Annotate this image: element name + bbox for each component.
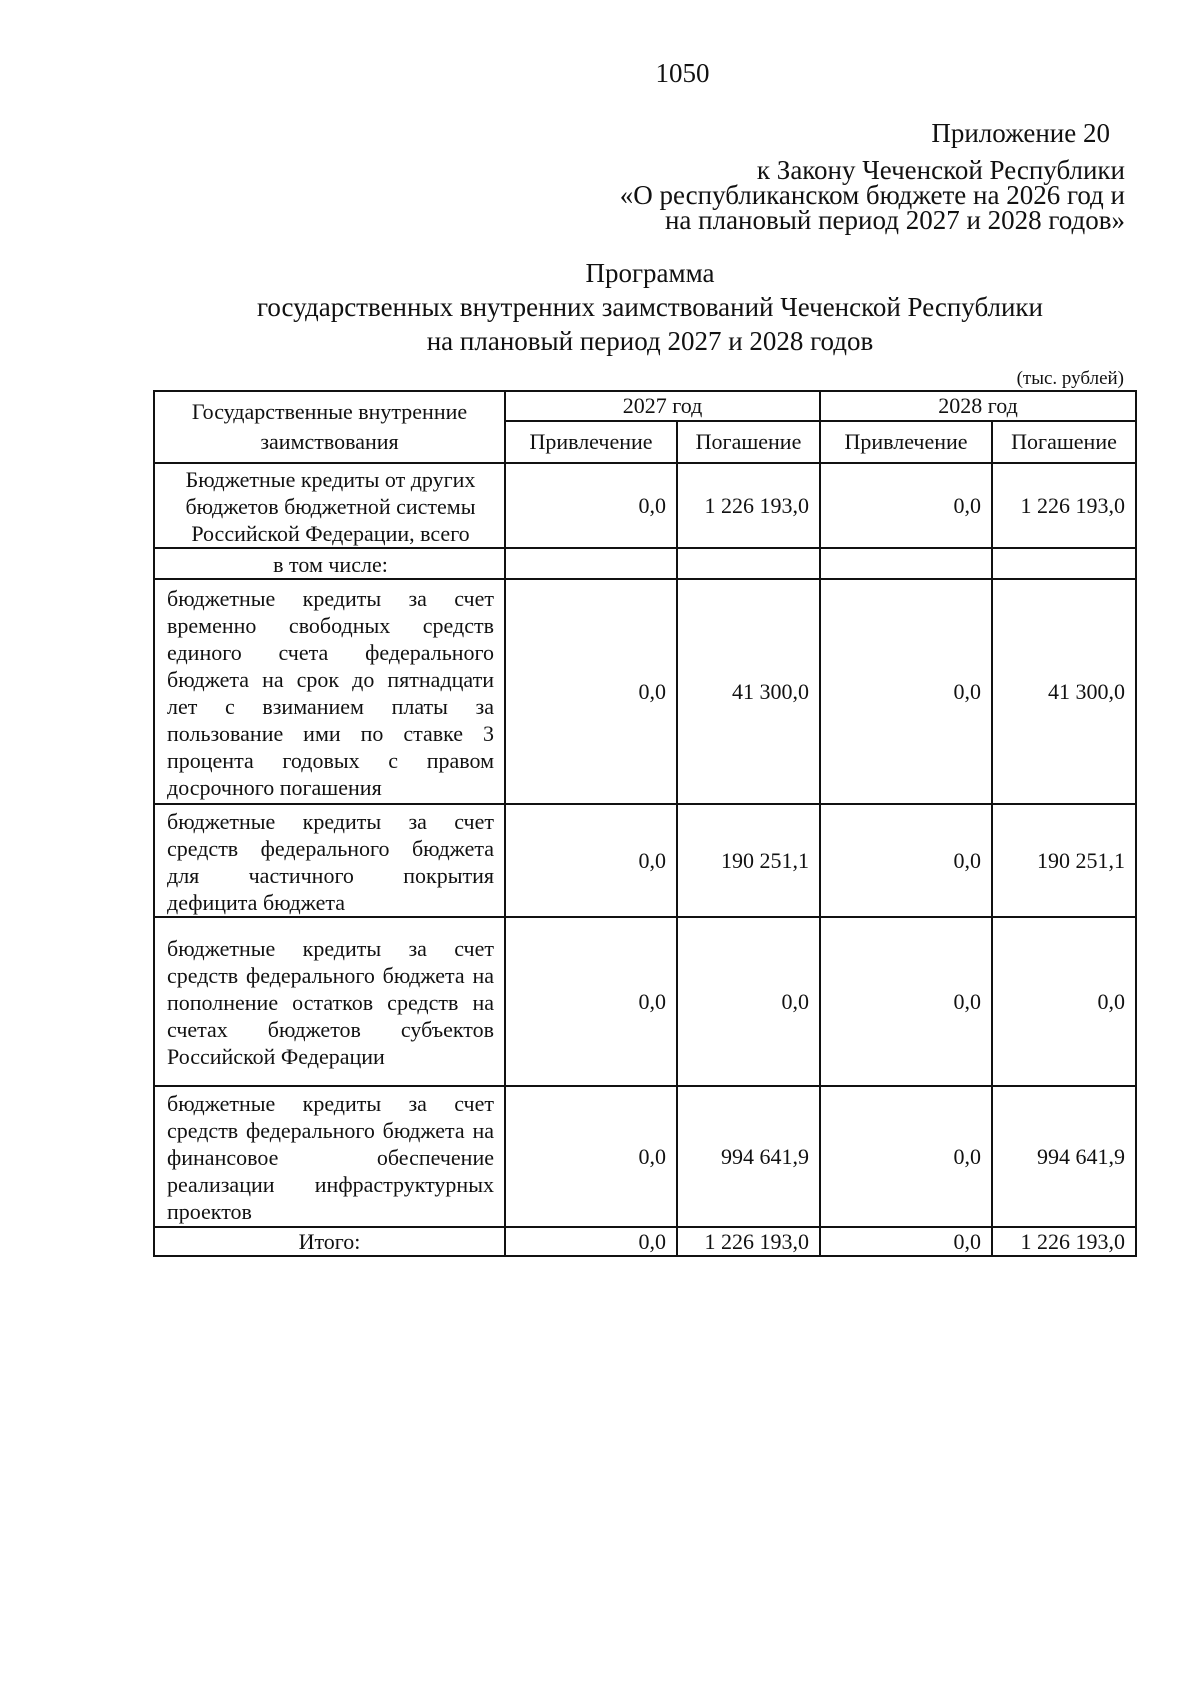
total-2027-repay: 1 226 193,0 bbox=[677, 1227, 820, 1256]
cell-2028-borrow bbox=[820, 548, 992, 579]
cell-2027-repay: 190 251,1 bbox=[677, 804, 820, 917]
appendix-label: Приложение 20 bbox=[931, 118, 1110, 148]
cell-2027-repay: 1 226 193,0 bbox=[677, 463, 820, 548]
cell-2027-borrow: 0,0 bbox=[505, 804, 677, 917]
row-name: Бюджетные кредиты от других бюджетов бюджетной системы Российской Федерации, всего bbox=[154, 463, 505, 548]
borrowings-table bbox=[153, 390, 1137, 1257]
total-label: Итого: bbox=[154, 1227, 505, 1256]
header-2028-borrow: Привлечение bbox=[820, 421, 992, 463]
table-total-row bbox=[154, 1227, 1136, 1256]
header-2027-repay: Погашение bbox=[677, 421, 820, 463]
row-name: бюджетные кредиты за счет временно свободных средств единого счета федерального бюджета на срок до пятнадцати лет с взиманием платы за пользование ими по ставке 3 процента годовых с правом досрочного погашения bbox=[154, 579, 505, 804]
header-2027-borrow: Привлечение bbox=[505, 421, 677, 463]
law-reference-line-2: «О республиканском бюджете на 2026 год и bbox=[619, 180, 1125, 210]
cell-2028-repay: 41 300,0 bbox=[992, 579, 1136, 804]
cell-2028-repay bbox=[992, 548, 1136, 579]
total-2027-borrow: 0,0 bbox=[505, 1227, 677, 1256]
cell-2028-repay: 0,0 bbox=[992, 917, 1136, 1086]
cell-2028-borrow: 0,0 bbox=[820, 463, 992, 548]
title-line-2: государственных внутренних заимствований Чеченской Республики bbox=[256, 292, 1044, 322]
cell-2028-borrow: 0,0 bbox=[820, 1086, 992, 1227]
cell-2028-repay: 994 641,9 bbox=[992, 1086, 1136, 1227]
cell-2027-borrow: 0,0 bbox=[505, 463, 677, 548]
table-row bbox=[154, 917, 1136, 1086]
total-2028-repay: 1 226 193,0 bbox=[992, 1227, 1136, 1256]
page-number: 1050 bbox=[655, 58, 710, 88]
cell-2027-repay: 0,0 bbox=[677, 917, 820, 1086]
cell-2027-repay: 994 641,9 bbox=[677, 1086, 820, 1227]
table-row bbox=[154, 804, 1136, 917]
law-reference-line-1: к Закону Чеченской Республики bbox=[756, 155, 1125, 185]
cell-2027-borrow: 0,0 bbox=[505, 917, 677, 1086]
title-line-3: на плановый период 2027 и 2028 годов bbox=[426, 326, 874, 356]
title-line-1: Программа bbox=[585, 258, 715, 288]
cell-2027-borrow: 0,0 bbox=[505, 579, 677, 804]
header-year-2027: 2027 год bbox=[505, 391, 820, 421]
table-row bbox=[154, 1086, 1136, 1227]
row-name: бюджетные кредиты за счет средств федерального бюджета для частичного покрытия дефицита бюджета bbox=[154, 804, 505, 917]
header-year-2028: 2028 год bbox=[820, 391, 1136, 421]
row-name: в том числе: bbox=[154, 548, 505, 579]
cell-2027-borrow: 0,0 bbox=[505, 1086, 677, 1227]
cell-2027-repay: 41 300,0 bbox=[677, 579, 820, 804]
cell-2027-borrow bbox=[505, 548, 677, 579]
row-name: бюджетные кредиты за счет средств федерального бюджета на пополнение остатков средств на счетах бюджетов субъектов Российской Федерации bbox=[154, 917, 505, 1086]
law-reference-line-3: на плановый период 2027 и 2028 годов» bbox=[664, 205, 1125, 235]
document-title bbox=[150, 256, 1150, 358]
cell-2027-repay bbox=[677, 548, 820, 579]
row-name: бюджетные кредиты за счет средств федерального бюджета на финансовое обеспечение реализации инфраструктурных проектов bbox=[154, 1086, 505, 1227]
cell-2028-borrow: 0,0 bbox=[820, 804, 992, 917]
total-2028-borrow: 0,0 bbox=[820, 1227, 992, 1256]
header-borrowings-name: Государственные внутренние заимствования bbox=[154, 391, 505, 463]
law-reference bbox=[619, 155, 1125, 235]
cell-2028-borrow: 0,0 bbox=[820, 917, 992, 1086]
cell-2028-borrow: 0,0 bbox=[820, 579, 992, 804]
table-row bbox=[154, 579, 1136, 804]
cell-2028-repay: 190 251,1 bbox=[992, 804, 1136, 917]
table-row bbox=[154, 463, 1136, 548]
header-2028-repay: Погашение bbox=[992, 421, 1136, 463]
units-note: (тыс. рублей) bbox=[1016, 368, 1124, 389]
table-row bbox=[154, 548, 1136, 579]
cell-2028-repay: 1 226 193,0 bbox=[992, 463, 1136, 548]
